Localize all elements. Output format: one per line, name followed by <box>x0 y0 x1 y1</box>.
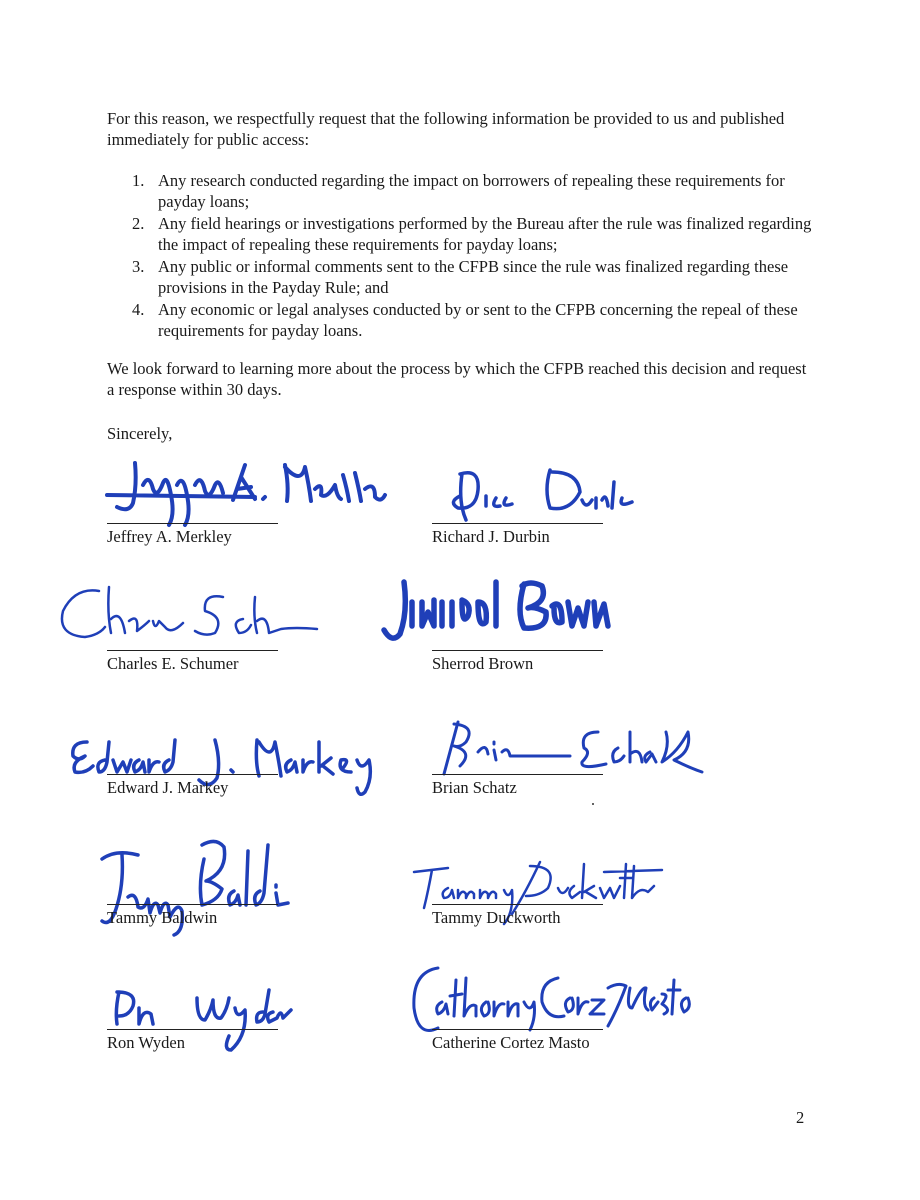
signer-name: Ron Wyden <box>107 1033 185 1052</box>
signature-line <box>432 774 603 775</box>
list-number: 3. <box>132 257 145 276</box>
signer-name: Richard J. Durbin <box>432 527 550 546</box>
list-number: 1. <box>132 171 145 190</box>
list-text: Any public or informal comments sent to the CFPB since the rule was finalized regarding these provisions in the Payday Rule; and <box>158 257 789 297</box>
signer-name: Tammy Duckworth <box>432 908 561 927</box>
list-text: Any field hearings or investigations performed by the Bureau after the rule was finalized regarding the impact of repealing these requirements for payday loans; <box>158 214 812 254</box>
salutation: Sincerely, <box>107 424 173 443</box>
signature-brown <box>378 572 633 652</box>
intro-paragraph: For this reason, we respectfully request that the following information be provided to us and published immediately for public access: <box>107 109 785 149</box>
signer-name: Charles E. Schumer <box>107 654 239 673</box>
signer-name: Brian Schatz <box>432 778 517 797</box>
signer-name: Tammy Baldwin <box>107 908 218 927</box>
list-text: Any research conducted regarding the impact on borrowers of repealing these requirements for payday loans; <box>158 171 785 211</box>
signature-line <box>107 774 278 775</box>
list-item <box>132 256 822 298</box>
page-number: 2 <box>796 1108 805 1127</box>
signature-line <box>432 904 603 905</box>
signer-name: Edward J. Markey <box>107 778 229 797</box>
request-list <box>132 170 822 342</box>
closing-paragraph: We look forward to learning more about the process by which the CFPB reached this decision and request a response within 30 days. <box>107 359 807 399</box>
signature-merkley <box>105 455 390 530</box>
list-number: 4. <box>132 300 145 319</box>
signature-schumer <box>55 577 325 657</box>
signature-line <box>107 523 278 524</box>
signature-line <box>107 650 278 651</box>
ink-speck <box>592 803 594 805</box>
signer-name: Jeffrey A. Merkley <box>107 527 232 546</box>
signer-name: Catherine Cortez Masto <box>432 1033 590 1052</box>
list-number: 2. <box>132 214 145 233</box>
signature-line <box>107 1029 278 1030</box>
list-item <box>132 213 822 255</box>
list-item <box>132 299 822 341</box>
signature-durbin <box>440 462 640 532</box>
signature-line <box>107 904 278 905</box>
list-item <box>132 170 822 212</box>
signature-line <box>432 523 603 524</box>
signer-name: Sherrod Brown <box>432 654 534 673</box>
signature-line <box>432 1029 603 1030</box>
signature-line <box>432 650 603 651</box>
list-text: Any economic or legal analyses conducted by or sent to the CFPB concerning the repeal of these requirements for payday loans. <box>158 300 798 340</box>
